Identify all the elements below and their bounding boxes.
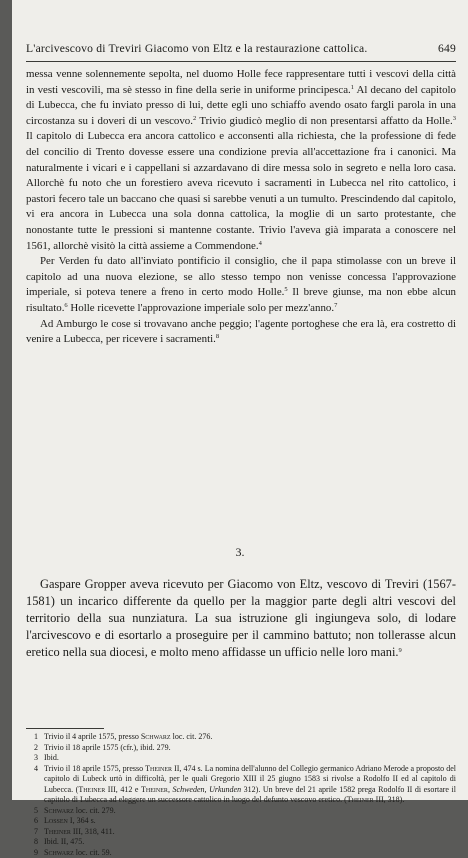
section-number: 3. — [12, 545, 468, 560]
footnote-ref: 5 — [284, 286, 287, 293]
text-run: loc. cit. 276. — [171, 732, 213, 741]
text-run: III, 412 e — [105, 785, 141, 794]
book-page — [12, 0, 468, 800]
footnote-number: 6 — [34, 816, 44, 827]
footnote — [26, 806, 456, 817]
footnote-rule — [26, 728, 104, 729]
text-run: II, 474 s. La nomina dell'alunno del Collegio germanico Adriano Merode a proposto del capitolo di Lubeck urtò in difficoltà, per le quali Gregorio XIII il 25 giugno 1583 si rivolse a Rodolfo II ed al capitolo di Lubecca. ( — [44, 764, 456, 794]
footnote-number: 5 — [34, 806, 44, 817]
text-run: III, 318, 411. — [71, 827, 115, 836]
footnote-number: 3 — [34, 753, 44, 764]
footnote-number: 8 — [34, 837, 44, 848]
text-run: loc. cit. 279. — [74, 806, 116, 815]
footnote — [26, 764, 456, 806]
text-run: Trivio il 18 aprile 1575, presso — [44, 764, 145, 773]
footnote-ref: 1 — [351, 84, 354, 91]
footnote — [26, 848, 456, 858]
footnote-number: 7 — [34, 827, 44, 838]
text-run: Holle ricevette l'approvazione imperiale solo per mezz'anno. — [68, 302, 334, 314]
footnote — [26, 753, 456, 764]
footnote-ref: 3 — [453, 115, 456, 122]
section-intro-paragraph — [26, 576, 456, 661]
body-text — [26, 67, 456, 348]
body-paragraph — [26, 67, 456, 254]
text-run: Trivio il 18 aprile 1575 (cfr.), ibid. 279. — [44, 743, 171, 752]
footnote-ref: 2 — [193, 115, 196, 122]
text-run: Ibid. — [44, 753, 59, 762]
text-run: Ibid. II, 475. — [44, 837, 84, 846]
text-run: Il breve giunse, ma non ebbe alcun risultato. — [26, 286, 456, 314]
footnote-ref: 8 — [216, 333, 219, 340]
text-run: Il capitolo di Lubecca era ancora cattolico e acconsenti alla richiesta, che la professione di fede del concilio di Trento dovesse essere una condizione previa all'accettazione fra i canonici. Ma naturalmente i vicari e i cappellani si azzardavano di dire messa solo in segreto e nella loro casa. Allorchè fu noto che un forestiero aveva ricevuto i sacramenti in Lubecca nel rito cattolico, i pastori fecero tale un baccano che quasi si sarebbe venuti a un tumulto. Prescindendo dal capitolo, vi era ancora in Lubecca una sola donna cattolica, la moglie di un sarto protestante, che nonostante tutte le pressioni si mantenne costante. Trivio l'aveva già imparata a conoscere nel 1561, allorchè visitò la città assieme a Commendone. — [26, 130, 456, 251]
footnote — [26, 816, 456, 827]
text-run: , — [168, 785, 173, 794]
author-name: Lossen — [44, 816, 68, 825]
author-name: Schwarz — [44, 848, 74, 857]
running-title: L'arcivescovo di Treviri Giacomo von Eltz e la restaurazione cattolica. — [26, 42, 367, 55]
footnote-ref: 9 — [399, 647, 402, 654]
text-run: I, 364 s. — [68, 816, 96, 825]
author-name: Theiner — [347, 795, 374, 804]
footnote-ref: 4 — [259, 240, 262, 247]
section-intro — [26, 576, 456, 661]
body-paragraph — [26, 317, 456, 348]
body-paragraph — [26, 254, 456, 316]
footnote-number: 2 — [34, 743, 44, 754]
header-rule — [26, 61, 456, 62]
text-run: Trivio giudicò meglio di non presentarsi affatto da Holle. — [196, 115, 453, 127]
text-run: Al decano del capitolo di Lubecca, che fu inviato presso di lui, dette egli uno schiaffo avendo osato fargli parola in una circostanza su i doveri di un vescovo. — [26, 84, 456, 127]
text-run: messa venne solennemente sepolta, nel duomo Holle fece rappresentare tutti i vescovi della città in vesti vescovili, ma sè stesso in fine della serie in uniforme principesca. — [26, 68, 456, 96]
text-run: 312). Un breve del 21 aprile 1582 prega Rodolfo II di esortare il capitolo di Lubecca ad eleggere un successore cattolico in luogo del defunto vescovo eretico. ( — [44, 785, 456, 805]
footnote — [26, 837, 456, 848]
author-name: Schwarz — [44, 806, 74, 815]
footnotes — [26, 732, 456, 858]
text-run: Per Verden fu dato all'inviato pontificio il consiglio, che il papa stimolasse con un breve il capitolo ad una nuova elezione, se allo stesso tempo non venisse concessa l'approvazione imperiale, si poteva tenere a freno in certo modo Holle. — [26, 255, 456, 298]
footnote — [26, 732, 456, 743]
author-name: Theiner — [78, 785, 105, 794]
author-name: Theiner — [141, 785, 168, 794]
footnote-ref: 7 — [334, 302, 337, 309]
footnote-number: 1 — [34, 732, 44, 743]
italic-title: Schweden, Urkunden — [173, 785, 242, 794]
footnote-number: 4 — [34, 764, 44, 775]
text-run: loc. cit. 59. — [74, 848, 112, 857]
footnote-number: 9 — [34, 848, 44, 858]
text-run: Gaspare Gropper aveva ricevuto per Giacomo von Eltz, vescovo di Treviri (1567-1581) un incarico differente da quello per la maggior parte degli altri vescovi del territorio della sua nunziatura. La sua istruzione gli ingiungeva solo, di lodare l'arcivescovo e di esortarlo a proseguire per il cammino battuto; non tollerasse alcun eretico nella sua diocesi, e molto meno affidasse un ufficio nelle loro mani. — [26, 577, 456, 659]
text-run: Ad Amburgo le cose si trovavano anche peggio; l'agente portoghese che era là, era costretto di venire a Lubecca, per ricevere i sacramenti. — [26, 318, 456, 346]
author-name: Theiner — [145, 764, 172, 773]
footnote-ref: 6 — [64, 302, 67, 309]
author-name: Schwarz — [141, 732, 171, 741]
text-run: III, 318). — [374, 795, 405, 804]
footnote — [26, 827, 456, 838]
text-run: Trivio il 4 aprile 1575, presso — [44, 732, 141, 741]
page-number: 649 — [438, 42, 456, 55]
running-header — [26, 42, 456, 55]
author-name: Theiner — [44, 827, 71, 836]
footnote — [26, 743, 456, 754]
